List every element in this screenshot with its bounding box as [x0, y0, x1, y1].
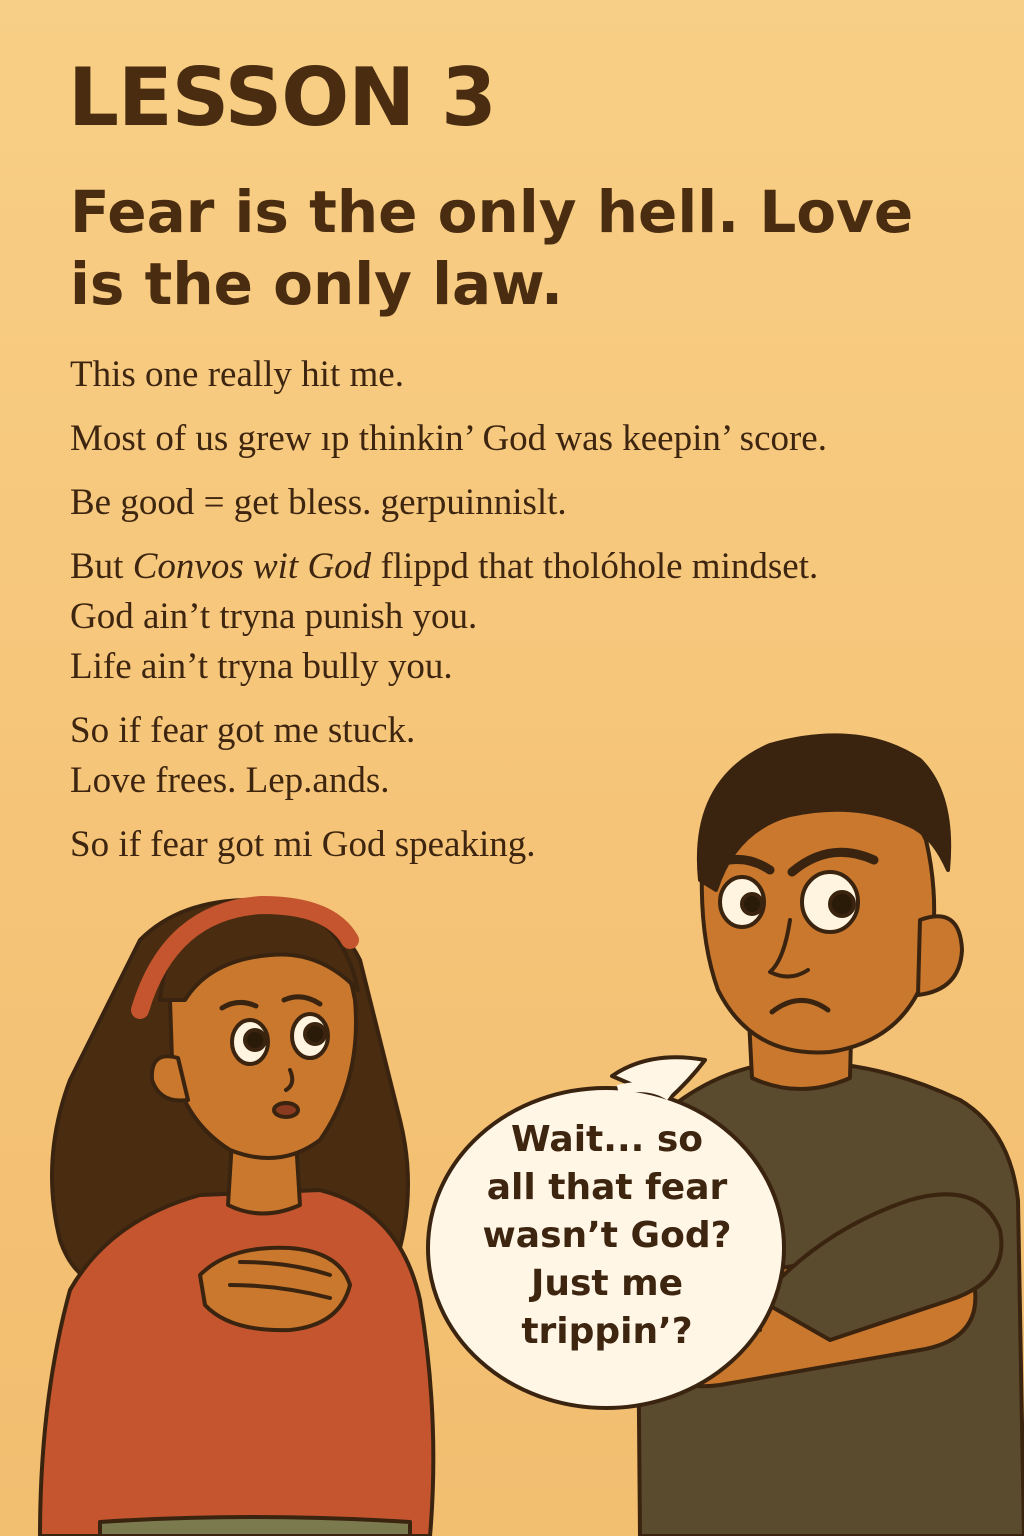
book-title: Convos wit God	[132, 546, 372, 587]
lesson-title: LESSON 3	[68, 51, 496, 144]
speech-bubble-text	[448, 1116, 766, 1356]
body-line: So if fear got mi God speaking.	[70, 824, 536, 865]
bubble-line: all that fear	[486, 1167, 728, 1208]
body-line: Most of us grew ıp thinkin’ God was keepin’ score.	[70, 418, 827, 459]
bubble-line: wasn’t God?	[482, 1215, 732, 1256]
body-line: So if fear got me stuck.	[70, 710, 416, 751]
body-line: Be good = get bless. gerpuinnislt.	[70, 482, 567, 523]
headline-line-1: Fear is the only hell. Love	[70, 178, 914, 246]
girl-figure	[40, 900, 433, 1536]
body-line: God ain’t tryna punish you.	[70, 596, 478, 637]
body-line: Love frees. Lep.ands.	[70, 760, 390, 801]
body-line: This one really hit me.	[70, 354, 404, 395]
body-line: But Convos wit God flippd that tholóhole mindset.	[70, 546, 819, 587]
bubble-line: Wait... so	[511, 1119, 703, 1160]
bubble-line: trippin’?	[521, 1311, 693, 1352]
headline-line-2: is the only law.	[70, 250, 564, 318]
bubble-line: Just me	[530, 1263, 684, 1304]
body-line: Life ain’t tryna bully you.	[70, 646, 453, 687]
